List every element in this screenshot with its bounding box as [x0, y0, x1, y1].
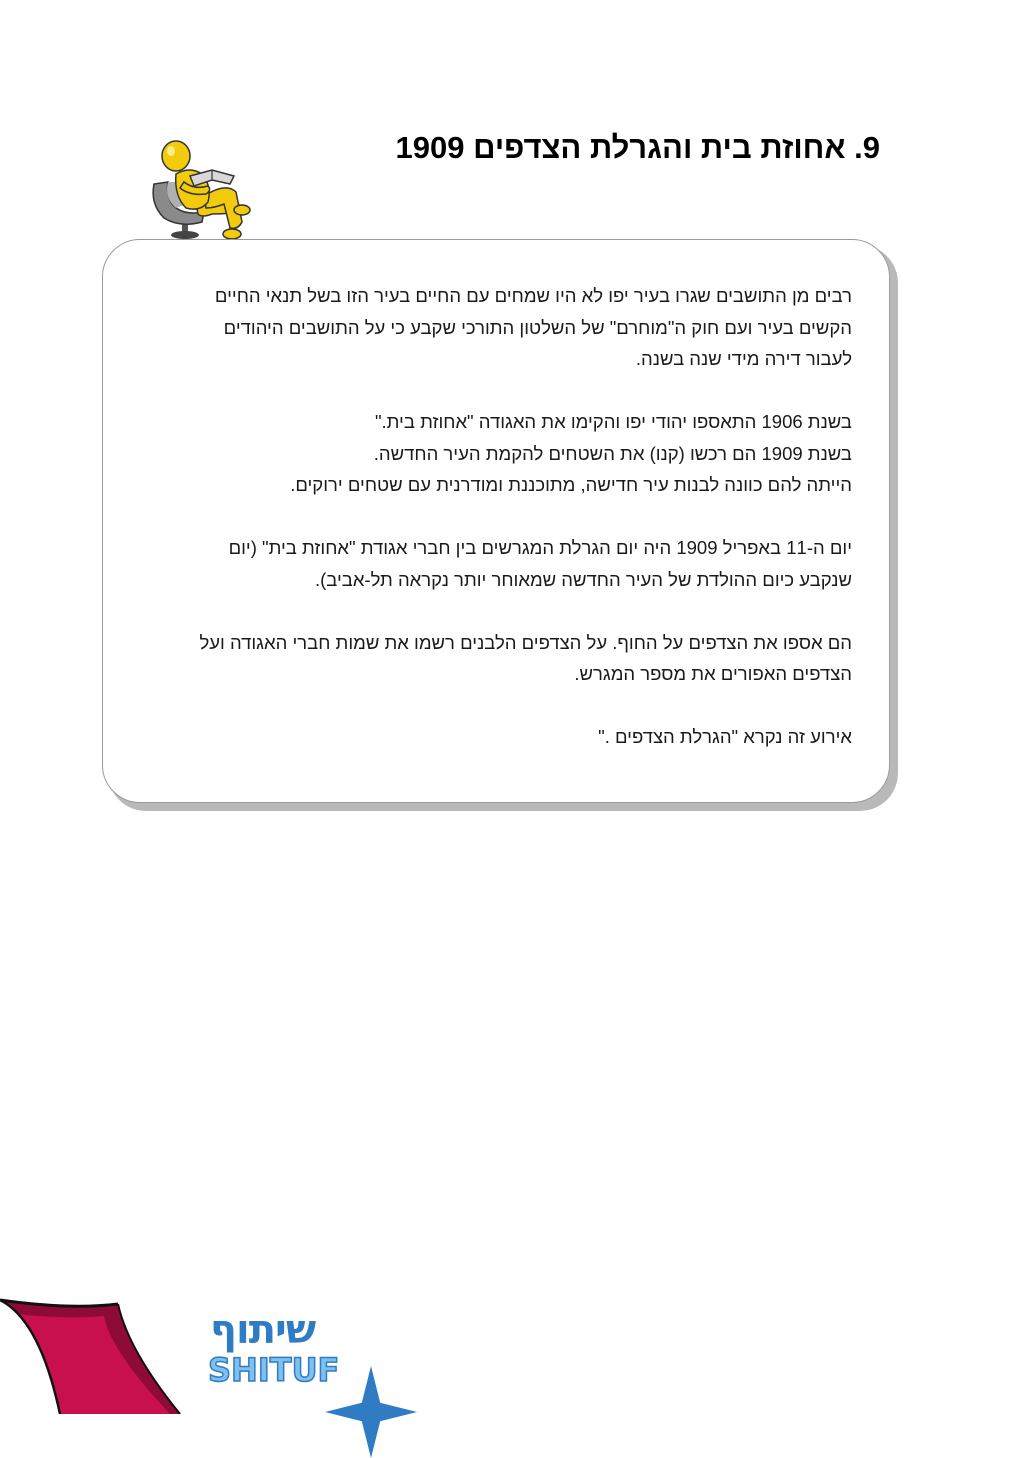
content-text — [162, 280, 852, 784]
paragraph — [162, 280, 852, 375]
text-line: הם אספו את הצדפים על החוף. על הצדפים הלבנים רשמו את שמות חברי האגודה ועל — [199, 631, 852, 653]
star-icon — [306, 1366, 436, 1458]
text-line: הייתה להם כוונה לבנות עיר חדישה, מתוכננת ומודרנית עם שטחים ירוקים. — [290, 474, 852, 495]
paragraph — [162, 532, 852, 595]
page-curl-icon — [0, 1290, 190, 1414]
brand-logo — [202, 1306, 340, 1398]
text-line: בשנת 1906 התאספו יהודי יפו והקימו את האגודה "אחוזת בית." — [374, 411, 852, 432]
logo-latin-text: SHITUF — [208, 1351, 340, 1389]
paragraph — [162, 721, 852, 753]
text-line: בשנת 1909 הם רכשו (קנו) את השטחים להקמת העיר החדשה. — [373, 442, 852, 464]
paragraph — [162, 627, 852, 690]
text-line: הקשים בעיר ועם חוק ה"מוחרם" של השלטון התורכי שקבע כי על התושבים היהודים — [223, 316, 852, 338]
page-title: 9. אחוזת בית והגרלת הצדפים 1909 — [395, 130, 880, 165]
text-line: אירוע זה נקרא "הגרלת הצדפים ." — [598, 726, 852, 747]
text-line: הצדפים האפורים את מספר המגרש. — [574, 663, 852, 684]
reading-person-icon — [146, 138, 256, 246]
text-line: רבים מן התושבים שגרו בעיר יפו לא היו שמחים עם החיים בעיר הזו בשל תנאי החיים — [214, 285, 852, 306]
text-line: לעבור דירה מידי שנה בשנה. — [635, 348, 852, 369]
text-line: שנקבע כיום ההולדת של העיר החדשה שמאוחר יותר נקראה תל-אביב). — [314, 568, 852, 590]
logo-hebrew-text: שיתוף — [210, 1307, 316, 1353]
text-line: יום ה-11 באפריל 1909 היה יום הגרלת המגרשים בין חברי אגודת "אחוזת בית" (יום — [228, 537, 852, 558]
paragraph — [162, 406, 852, 501]
